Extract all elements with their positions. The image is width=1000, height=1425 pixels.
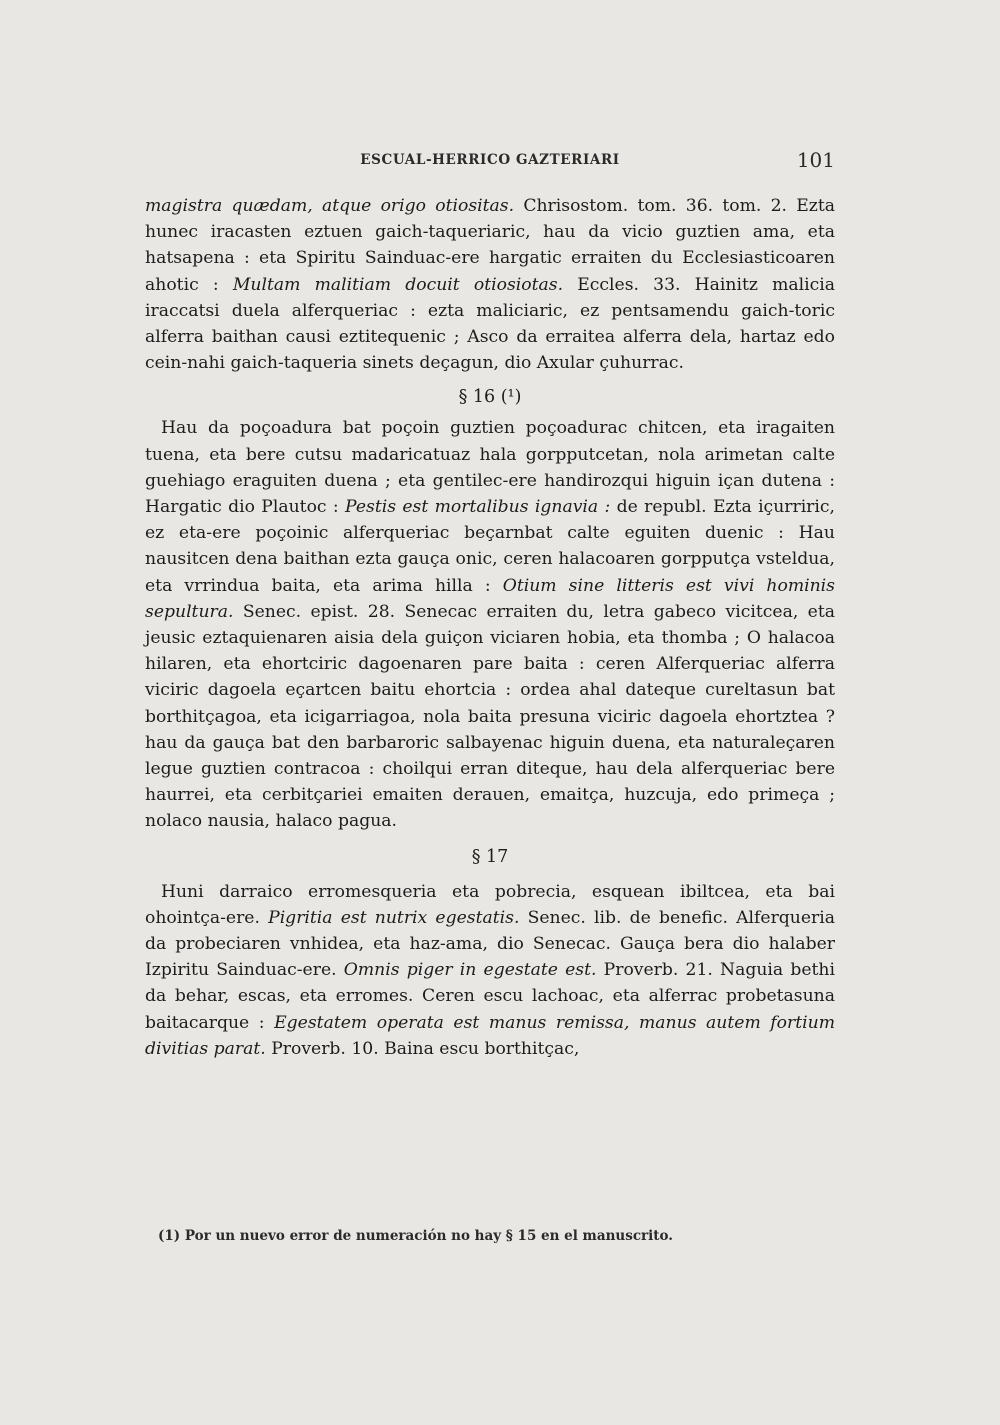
paragraph-text: Proverb. 10. Baina escu borthitçac,: [265, 1038, 580, 1059]
paragraph-text: Hau da poçoadura bat poçoin guztien poçoadurac chitcen, eta iragaiten tuena, eta bere cutsu madaricatuaz hala gorpputcetan, nola arimetan calte guehiago eraguiten duena ; eta gentilec-ere handirozqui higuin içan dutena : Hargatic dio Plautoc :: [145, 418, 835, 518]
section-17-heading: § 17: [471, 846, 509, 867]
paragraph-text: Eccles. 33. Hainitz malicia iraccatsi duela alferqueriac : ezta maliciaric, ez pentsamendu gaich-toric alferra baithan causi eztitequenic ; Asco da erraitea alferra dela, hartaz edo cein-nahi gaich-taqueria sinets deçagun, dio Axular çuhurrac.: [145, 274, 836, 374]
section-16-heading: § 16 (¹): [458, 387, 522, 408]
paragraph-text: de republ. Ezta içurriric, ez eta-ere poçoinic alferqueriac beçarnbat calte eguiten duenic : Hau nausitcen dena baithan ezta gauça onic, ceren halacoaren gorpputça vsteldua, eta vrrindua baita, eta arima hilla :: [145, 497, 835, 596]
paragraph-text: Proverb. 21. Naguia bethi da behar, escas, eta erromes. Ceren escu lachoac, eta alferrac probetasuna baitacarque :: [145, 960, 835, 1033]
latin-quote: Otium sine litteris est vivi hominis sepultura.: [145, 575, 835, 622]
paragraph-text: Senec. lib. de benefic. Alferqueria da probeciaren vnhidea, eta haz-ama, dio Senecac. Gauça bera dio halaber Izpiritu Sainduac-ere.: [145, 907, 836, 981]
latin-quote: Pestis est mortalibus ignavia :: [345, 497, 611, 518]
running-head: [145, 148, 835, 174]
paragraph-3: [145, 879, 835, 1062]
paragraph-2: [145, 415, 835, 834]
latin-quote: Omnis piger in egestate est.: [343, 960, 597, 981]
body-text: [145, 193, 835, 1062]
latin-quote: Multam malitiam docuit otiosiotas.: [232, 274, 564, 295]
paragraph-text: Chrisostom. tom. 36. tom. 2. Ezta hunec iracasten eztuen gaich-taqueriaric, hau da vicio guztien ama, eta hatsapena : eta Spiritu Sainduac-ere hargatic erraiten du Ecclesiasticoaren ahotic :: [145, 196, 835, 295]
paragraph-text: Senec. epist. 28. Senecac erraiten du, letra gabeco vicitcea, eta jeusic eztaquienaren aisia dela guiçon viciaren hobia, eta thomba ; O halacoa hilaren, eta ehortciric dagoenaren pare baita : ceren Alferqueriac alferra viciric dagoela eçartcen baitu ehortcia : ordea ahal dateque cureltasun bat borthitçagoa, eta icigarriagoa, nola baita presuna viciric dagoela ehortztea ? hau da gauça bat den barbaroric salbayenac higuin duena, eta naturaleçaren legue guztien contracoa : choilqui erran diteque, hau dela alferqueriac bere haurrei, eta cerbitçariei emaiten derauen, emaitça, huzcuja, edo primeça ; nolaco nausia, halaco pagua.: [145, 601, 835, 832]
paragraph-1: [145, 193, 835, 376]
latin-quote: Egestatem operata est manus remissa, manus autem fortium divitias parat.: [145, 1012, 835, 1059]
paragraph-text: Huni darraico erromesqueria eta pobrecia, esquean ibiltcea, eta bai ohointça-ere.: [145, 881, 835, 928]
latin-quote: magistra quædam, atque origo otiositas.: [145, 196, 515, 216]
running-title: ESCUAL-HERRICO GAZTERIARI: [360, 152, 620, 168]
latin-quote: Pigritia est nutrix egestatis.: [268, 907, 520, 928]
footnote: (1) Por un nuevo error de numeración no hay § 15 en el manuscrito.: [158, 1228, 673, 1244]
page-number: 101: [796, 148, 835, 172]
